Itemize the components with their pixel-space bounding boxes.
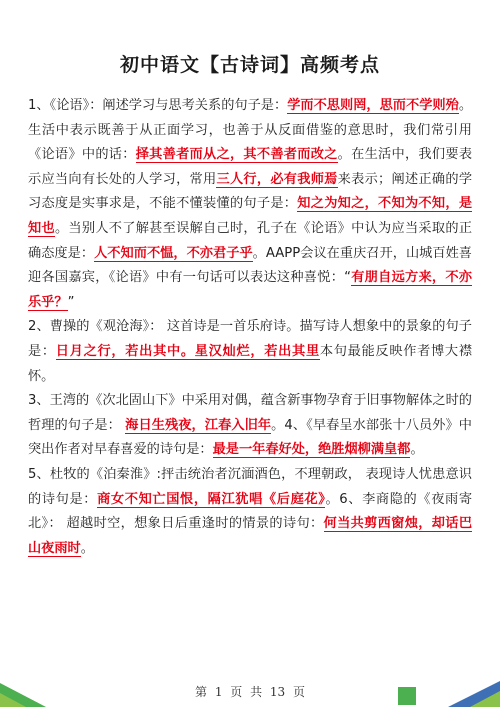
paragraph-text: 3、王湾的《次北固山下》中采用对偶，蕴含新事物孕育于旧事物解体之时的哲理的句子是： [28, 393, 472, 433]
paragraph-1 [28, 94, 472, 315]
paragraph-text: 1、《论语》：阐述学习与思考关系的句子是： [28, 98, 288, 113]
highlighted-answer: 人不知而不愠，不亦君子乎 [94, 245, 253, 261]
paragraph-text: 来表示；阐述正确的学习态度是实事求是，不能不懂装懂的句子是： [28, 171, 473, 212]
paragraph-2 [28, 315, 472, 389]
highlighted-answer: 海日生残夜，江春入旧年 [125, 417, 272, 433]
paragraph-text: 。4、《早春呈水部张十八员外》中突出作者对早春喜爱的诗句是： [28, 417, 472, 458]
highlighted-answer: 学而不思则罔，思而不学则殆 [287, 98, 459, 113]
page-footer: 第 1 页 共 13 页 [195, 685, 305, 699]
paragraph-text: 。 [80, 540, 94, 556]
highlighted-answer: 最是一年春好处，绝胜烟柳满皇都 [212, 442, 411, 458]
paragraph-text: 。生活中表示既善于从正面学习，也善于从反面借鉴的意思时，我们常引用《论语》中的话： [28, 98, 472, 163]
corner-decoration-right [390, 677, 500, 707]
paragraph-3 [28, 389, 472, 463]
paragraph-text: 本句最能反映作者博大襟怀。 [28, 343, 473, 384]
highlighted-answer: 商女不知亡国恨，隔江犹唱《后庭花》 [97, 491, 326, 507]
highlighted-answer: 知之为知之，不知为不知，是知也 [28, 196, 473, 236]
paragraph-text: 。 [410, 442, 424, 458]
highlighted-answer: 三人行，必有我师焉 [216, 171, 338, 187]
paragraph-text: 2、曹操的《观沧海》： 这首诗是一首乐府诗。描写诗人想象中的景象的句子是： [28, 319, 472, 359]
paragraph-text: 。AAPP会议在重庆召开，山城百姓喜迎各国嘉宾，《论语》中有一句话可以表达这种喜悦：“ [28, 245, 472, 286]
paragraph-text: ” [67, 294, 75, 310]
document-title: 初中语文【古诗词】高频考点 [119, 54, 380, 76]
paragraph-text: 5、杜牧的《泊秦淮》:抨击统治者沉湎酒色，不理朝政， 表现诗人忧患意识的诗句是： [28, 466, 472, 507]
paragraph-text: 。在生活中，我们要表示应当向有长处的人学习，常用 [28, 147, 473, 187]
highlighted-answer: 有朋自远方来，不亦乐乎？ [28, 270, 472, 310]
corner-decoration-left [0, 677, 70, 707]
corner-square-green [398, 687, 416, 705]
paragraph-text: 。当别人不了解甚至误解自己时，孔子在《论语》中认为应当采取的正确态度是： [28, 220, 473, 261]
highlighted-answer: 择其善者而从之，其不善者而改之 [135, 147, 338, 163]
highlighted-answer: 何当共剪西窗烛，却话巴山夜雨时 [28, 516, 473, 556]
document-body [28, 94, 472, 561]
paragraph-4 [28, 463, 472, 561]
highlighted-answer: 日月之行，若出其中。星汉灿烂，若出其里 [55, 343, 320, 359]
paragraph-text: 。6、李商隐的《夜雨寄北》： 超越时空，想象日后重逢时的情景的诗句： [28, 491, 473, 532]
